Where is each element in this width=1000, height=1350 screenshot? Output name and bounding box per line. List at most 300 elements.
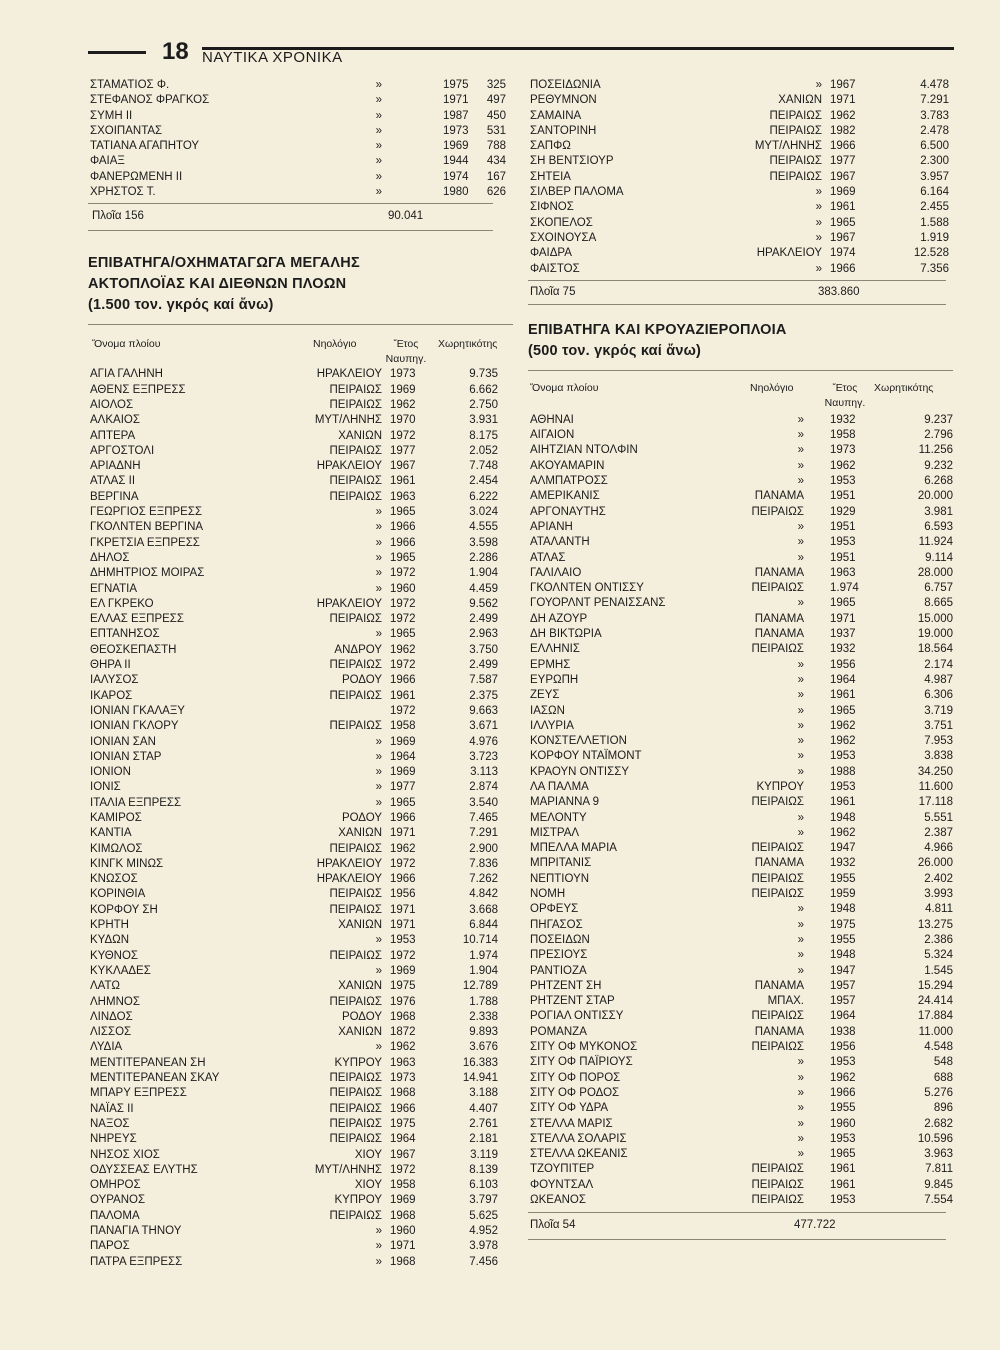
ship-name: ΠΗΓΑΣΟΣ	[530, 918, 583, 931]
ship-name: ΤΑΤΙΑΝΑ ΑΓΑΠΗΤΟΥ	[90, 140, 200, 153]
ship-year: 1965	[390, 506, 416, 519]
ship-capacity: 3.978	[469, 1240, 498, 1253]
ship-name: ΓΑΛΙΛΑΙΟ	[530, 566, 582, 579]
table-row	[88, 1117, 513, 1132]
table-row	[88, 1040, 513, 1055]
ship-registry: ΠΕΙΡΑΙΩΣ	[751, 1010, 804, 1023]
ship-name: ΣΑΠΦΩ	[530, 140, 571, 153]
ship-registry: »	[815, 201, 822, 214]
ship-year: 1969	[390, 735, 416, 748]
ship-registry: »	[797, 964, 804, 977]
ship-registry: ΠΑΝΑΜΑ	[754, 612, 804, 625]
ship-year: 1957	[830, 979, 856, 992]
table-row	[88, 735, 513, 750]
ship-registry: ΠΕΙΡΑΙΩΣ	[769, 155, 822, 168]
ship-name: ΦΑΝΕΡΩΜΕΝΗ ΙΙ	[90, 170, 183, 183]
table-row	[528, 93, 953, 108]
ship-registry: ΠΕΙΡΑΙΩΣ	[329, 659, 382, 672]
ship-year: 1971	[830, 94, 856, 107]
ship-capacity: 8.665	[924, 597, 953, 610]
ship-registry: ΜΥΤ/ΛΗΝΗΣ	[754, 140, 822, 153]
ship-name: ΒΕΡΓΙΝΑ	[90, 490, 139, 503]
ship-capacity: 3.751	[924, 719, 953, 732]
ship-name: ΠΑΝΑΓΙΑ ΤΗΝΟΥ	[90, 1225, 182, 1237]
ship-registry: ΧΑΝΙΩΝ	[338, 827, 382, 840]
ship-registry: »	[375, 1255, 382, 1268]
ship-year: 1966	[830, 262, 856, 275]
ship-year: 1969	[390, 964, 416, 977]
total-label: Πλοῖα 54	[530, 1219, 576, 1232]
ship-registry: »	[797, 1148, 804, 1161]
ship-registry: ΠΕΙΡΑΙΩΣ	[751, 872, 804, 885]
ship-registry: ΠΕΙΡΑΙΩΣ	[769, 124, 822, 137]
ship-name: ΣΤΕΛΛΑ ΣΟΛΑΡΙΣ	[530, 1132, 627, 1145]
table-row	[528, 109, 953, 124]
ship-year: 1977	[390, 781, 416, 794]
ship-capacity: 4.966	[924, 842, 953, 855]
table-row	[88, 872, 513, 887]
ship-registry: ΗΡΑΚΛΕΙΟΥ	[756, 247, 822, 260]
ship-registry: ΠΑΝΑΜΑ	[754, 979, 804, 992]
ship-name: ΔΗ ΒΙΚΤΩΡΙΑ	[530, 628, 602, 641]
ship-capacity: 3.119	[470, 1148, 498, 1161]
ship-name: ΑΙΗΤΖΙΑΝ ΝΤΟΛΦΙΝ	[530, 444, 638, 457]
ship-registry: »	[797, 459, 804, 472]
ship-capacity: 896	[933, 1102, 953, 1115]
ship-name: ΘΗΡΑ ΙΙ	[90, 659, 131, 672]
ship-registry: »	[797, 750, 804, 763]
ship-registry: ΠΕΙΡΑΙΩΣ	[329, 490, 382, 503]
table-row	[88, 398, 513, 413]
ship-name: ΝΕΠΤΙΟΥΝ	[530, 872, 590, 885]
table-row	[88, 979, 513, 994]
ship-capacity: 5.625	[469, 1209, 498, 1222]
table-row	[88, 1239, 513, 1254]
ship-registry: »	[375, 170, 382, 183]
ship-capacity: 3.188	[469, 1087, 498, 1100]
ship-year: 1932	[830, 643, 856, 656]
table-row	[528, 1086, 953, 1101]
table-row	[528, 505, 953, 520]
table-row	[88, 918, 513, 933]
table-row	[528, 673, 953, 688]
ship-capacity: 34.250	[917, 765, 953, 778]
table-row	[528, 566, 953, 581]
page-header	[88, 40, 954, 70]
ship-year: 1937	[830, 628, 856, 641]
ship-name: ΓΚΟΛΝΤΕΝ ΒΕΡΓΙΝΑ	[90, 521, 204, 534]
ship-capacity: 626	[486, 186, 506, 199]
table-row	[528, 964, 953, 979]
ship-year: 1962	[390, 842, 416, 855]
top-left-table	[88, 78, 513, 200]
ship-registry: »	[797, 735, 804, 748]
ship-year: 1966	[390, 1102, 416, 1115]
ship-capacity: 3.723	[469, 750, 498, 763]
table-row	[88, 903, 513, 918]
ship-name: ΠΑΤΡΑ ΕΞΠΡΕΣΣ	[90, 1255, 183, 1268]
section-a-column-headers	[88, 337, 513, 367]
ship-name: ΑΙΟΛΟΣ	[90, 398, 134, 411]
ship-year: 1951	[830, 490, 856, 503]
ship-registry: ΗΡΑΚΛΕΙΟΥ	[316, 873, 382, 886]
table-row	[528, 489, 953, 504]
table-row	[528, 139, 953, 154]
ship-capacity: 11.600	[918, 780, 953, 793]
ship-name: ΛΥΔΙΑ	[90, 1041, 123, 1054]
ship-capacity: 1.974	[469, 949, 498, 962]
section-b-title-line-1: ΕΠΙΒΑΤΗΓΑ ΚΑΙ ΚΡΟΥΑΖΙΕΡΟΠΛΟΙΑ	[528, 321, 787, 338]
section-a-table	[88, 367, 513, 1270]
divider	[528, 280, 946, 281]
ship-registry: ΠΕΙΡΑΙΩΣ	[751, 1178, 804, 1191]
ship-capacity: 3.671	[469, 720, 498, 733]
ship-year: 1959	[830, 888, 856, 901]
ship-name: ΣΗ ΒΕΝΤΣΙΟΥΡ	[530, 155, 614, 168]
divider	[88, 230, 493, 231]
ship-year: 1962	[390, 398, 416, 411]
table-row	[88, 842, 513, 857]
ship-name: ΑΤΛΑΣ	[530, 551, 566, 564]
table-row	[528, 1101, 953, 1116]
ship-year: 1962	[830, 826, 856, 839]
ship-name: ΑΓΙΑ ΓΑΛΗΝΗ	[90, 368, 163, 381]
ship-year: 1956	[830, 658, 856, 671]
ship-year: 1948	[830, 811, 856, 824]
ship-capacity: 28.000	[917, 566, 953, 579]
ship-registry: ΠΕΙΡΑΙΩΣ	[329, 949, 382, 962]
ship-year: 1872	[390, 1026, 416, 1039]
ship-capacity: 2.455	[920, 201, 949, 214]
ship-registry: »	[375, 109, 382, 122]
ship-capacity: 11.924	[918, 536, 953, 549]
ship-capacity: 450	[486, 109, 506, 122]
ship-name: ΙΛΛΥΡΙΑ	[530, 719, 574, 732]
ship-registry: ΠΑΝΑΜΑ	[754, 628, 804, 641]
ship-year: 1971	[390, 919, 416, 932]
ship-name: ΚΥΘΝΟΣ	[90, 949, 138, 962]
table-row	[88, 1010, 513, 1025]
ship-registry: »	[375, 521, 382, 534]
ship-registry: »	[375, 551, 382, 564]
ship-capacity: 19.000	[917, 628, 953, 641]
ship-year: 1968	[390, 1010, 416, 1023]
ship-name: ΛΑ ΠΑΛΜΑ	[530, 780, 589, 793]
ship-name: ΙΟΝΙΑΝ ΣΑΝ	[90, 735, 156, 748]
table-row	[88, 796, 513, 811]
ship-year: 1962	[830, 1071, 856, 1084]
ship-year: 1961	[830, 201, 856, 214]
ship-registry: ΠΕΙΡΑΙΩΣ	[329, 842, 382, 855]
ship-name: ΜΙΣΤΡΑΛ	[530, 826, 580, 839]
ship-name: ΕΛ ΓΚΡΕΚΟ	[90, 597, 154, 610]
ship-name: ΝΟΜΗ	[530, 888, 566, 901]
ship-capacity: 4.842	[469, 888, 498, 901]
ship-name: ΣΙΤΥ ΟΦ ΜΥΚΟΝΟΣ	[530, 1041, 638, 1054]
col-header-year-line-1: Ἔτος	[832, 381, 858, 394]
table-row	[528, 170, 953, 185]
table-row	[528, 216, 953, 231]
ship-registry: »	[797, 704, 804, 717]
table-row	[528, 535, 953, 550]
table-row	[528, 948, 953, 963]
ship-capacity: 2.338	[469, 1010, 498, 1023]
ship-name: ΔΗΛΟΣ	[90, 551, 130, 564]
ship-registry: ΚΥΠΡΟΥ	[334, 1194, 382, 1207]
table-row	[528, 994, 953, 1009]
table-row	[528, 979, 953, 994]
ship-name: ΕΛΛΗΝΙΣ	[530, 643, 580, 656]
ship-capacity: 4.952	[469, 1225, 498, 1237]
table-row	[88, 1224, 513, 1239]
ship-year: 1972	[390, 613, 416, 626]
ship-registry: ΠΕΙΡΑΙΩΣ	[329, 1117, 382, 1130]
table-row	[88, 78, 513, 93]
ship-capacity: 2.181	[469, 1133, 498, 1146]
ship-capacity: 3.931	[469, 414, 498, 427]
table-row	[88, 673, 513, 688]
ship-year: 1965	[830, 597, 856, 610]
ship-registry: ΧΑΝΙΩΝ	[338, 980, 382, 993]
table-row	[88, 1209, 513, 1224]
ship-registry: »	[375, 79, 382, 91]
ship-year: 1973	[830, 444, 856, 457]
ship-registry: »	[797, 1056, 804, 1069]
ship-capacity: 16.383	[462, 1056, 498, 1069]
ship-name: ΓΟΥΟΡΛΝΤ ΡΕΝΑΙΣΣΑΝΣ	[530, 597, 666, 610]
ship-name: ΑΡΙΑΝΗ	[530, 520, 573, 533]
ship-capacity: 3.113	[470, 766, 498, 779]
ship-year: 1962	[390, 643, 416, 656]
table-row	[528, 124, 953, 139]
table-row	[88, 1056, 513, 1071]
ship-capacity: 3.783	[920, 109, 949, 122]
ship-year: 1969	[390, 766, 416, 779]
table-row	[88, 1255, 513, 1270]
ship-registry: ΠΕΙΡΑΙΩΣ	[751, 796, 804, 809]
ship-name: ΑΤΛΑΣ ΙΙ	[90, 475, 136, 488]
ship-name: ΡΕΘΥΜΝΟΝ	[530, 94, 597, 107]
ship-year: 1971	[390, 827, 416, 840]
table-row	[88, 704, 513, 719]
ship-name: ΡΟΜΑΝΖΑ	[530, 1025, 587, 1038]
ship-year: 1966	[390, 674, 416, 687]
top-right-total	[528, 283, 953, 301]
ship-registry: »	[797, 597, 804, 610]
table-row	[528, 231, 953, 246]
ship-capacity: 9.232	[924, 459, 953, 472]
ship-registry: »	[797, 1102, 804, 1115]
ship-capacity: 2.454	[469, 475, 498, 488]
ship-registry: ΠΑΝΑΜΑ	[754, 1025, 804, 1038]
ship-year: 1944	[443, 155, 469, 168]
ship-year: 1972	[390, 1163, 416, 1176]
ship-name: ΚΙΝΓΚ ΜΙΝΩΣ	[90, 857, 164, 870]
ship-name: ΣΑΜΑΙΝΑ	[530, 109, 582, 122]
ship-name: ΚΟΡΦΟΥ ΝΤΑΪΜΟΝΤ	[530, 750, 642, 763]
table-row	[88, 413, 513, 428]
ship-year: 1974	[830, 247, 856, 260]
ship-year: 1962	[830, 109, 856, 122]
ship-name: ΑΤΑΛΑΝΤΗ	[530, 536, 590, 549]
ship-name: ΚΥΚΛΑΔΕΣ	[90, 964, 151, 977]
ship-year: 1962	[830, 719, 856, 732]
table-row	[528, 688, 953, 703]
table-row	[88, 154, 513, 169]
ship-capacity: 4.811	[925, 903, 953, 916]
ship-capacity: 10.596	[917, 1132, 953, 1145]
ship-registry: »	[797, 658, 804, 671]
table-row	[528, 1025, 953, 1040]
ship-registry: »	[815, 186, 822, 199]
ship-year: 1972	[390, 949, 416, 962]
ship-capacity: 7.456	[469, 1255, 498, 1268]
ship-name: ΜΕΛΟΝΤΥ	[530, 811, 587, 824]
ship-capacity: 3.750	[469, 643, 498, 656]
ship-registry: »	[797, 551, 804, 564]
ship-registry: »	[375, 582, 382, 595]
ship-year: 1965	[390, 628, 416, 641]
table-row	[88, 1132, 513, 1147]
table-row	[88, 93, 513, 108]
ship-registry: ΗΡΑΚΛΕΙΟΥ	[316, 460, 382, 473]
ship-registry: ΠΕΙΡΑΙΩΣ	[329, 613, 382, 626]
ship-registry: ΠΕΙΡΑΙΩΣ	[329, 903, 382, 916]
divider	[528, 1239, 946, 1240]
section-b-table	[528, 413, 953, 1208]
ship-capacity: 6.662	[469, 383, 498, 396]
ship-name: ΑΛΚΑΙΟΣ	[90, 414, 140, 427]
table-row	[88, 719, 513, 734]
ship-registry: ΠΕΙΡΑΙΩΣ	[329, 888, 382, 901]
table-row	[88, 367, 513, 382]
ship-registry: »	[375, 628, 382, 641]
ship-registry: ΚΥΠΡΟΥ	[756, 780, 804, 793]
table-row	[88, 505, 513, 520]
table-row	[88, 811, 513, 826]
ship-capacity: 2.375	[469, 689, 498, 702]
ship-capacity: 2.402	[924, 872, 953, 885]
table-row	[528, 826, 953, 841]
ship-year: 1977	[390, 444, 416, 457]
table-row	[528, 1193, 953, 1208]
ship-year: 1976	[390, 995, 416, 1008]
ship-capacity: 5.276	[924, 1086, 953, 1099]
col-header-year-line-2: Ναυπηγ.	[385, 353, 427, 366]
ship-registry: »	[797, 719, 804, 732]
divider	[528, 370, 953, 371]
table-row	[528, 154, 953, 169]
ship-name: ΙΟΝΙΣ	[90, 781, 121, 794]
table-row	[528, 581, 953, 596]
ship-year: 1973	[390, 1072, 416, 1085]
ship-capacity: 15.000	[917, 612, 953, 625]
ship-name: ΣΙΛΒΕΡ ΠΑΛΟΜΑ	[530, 186, 624, 199]
ship-name: ΝΗΡΕΥΣ	[90, 1133, 137, 1146]
ship-name: ΝΗΣΟΣ ΧΙΟΣ	[90, 1148, 160, 1161]
ship-registry: »	[375, 536, 382, 549]
table-row	[88, 536, 513, 551]
ship-year: 1964	[390, 1133, 416, 1146]
divider	[88, 324, 513, 325]
ship-capacity: 6.593	[924, 520, 953, 533]
ship-year: 1953	[830, 750, 856, 763]
ship-year: 1958	[830, 429, 856, 442]
ship-year: 1932	[830, 413, 856, 426]
ship-capacity: 6.164	[920, 186, 949, 199]
ship-capacity: 788	[486, 140, 506, 153]
ship-capacity: 11.256	[918, 444, 953, 457]
table-row	[528, 1132, 953, 1147]
section-a-heading	[88, 253, 513, 316]
ship-registry: ΠΕΙΡΑΙΩΣ	[329, 1102, 382, 1115]
table-row	[528, 459, 953, 474]
ship-name: ΑΘΕΝΣ ΕΞΠΡΕΣΣ	[90, 383, 186, 396]
ship-capacity: 6.268	[924, 475, 953, 488]
ship-registry: »	[375, 934, 382, 947]
ship-name: ΚΟΡΦΟΥ ΣΗ	[90, 903, 158, 916]
ship-capacity: 11.000	[918, 1025, 953, 1038]
ship-capacity: 6.103	[469, 1179, 498, 1192]
table-row	[88, 933, 513, 948]
ship-year: 1960	[390, 1225, 416, 1237]
table-row	[88, 689, 513, 704]
ship-capacity: 4.407	[469, 1102, 498, 1115]
ship-registry: ΠΑΝΑΜΑ	[754, 857, 804, 870]
ship-year: 1969	[443, 140, 469, 153]
ship-capacity: 1.904	[469, 964, 498, 977]
table-row	[528, 872, 953, 887]
ship-capacity: 9.735	[469, 368, 498, 381]
table-row	[88, 139, 513, 154]
ship-year: 1982	[830, 124, 856, 137]
ship-registry: ΠΕΙΡΑΙΩΣ	[769, 109, 822, 122]
ship-registry: »	[815, 231, 822, 244]
ship-capacity: 6.844	[469, 919, 498, 932]
ship-capacity: 2.286	[469, 551, 498, 564]
table-row	[88, 1086, 513, 1101]
ship-capacity: 434	[486, 155, 506, 168]
ship-year: 1974	[443, 170, 469, 183]
table-row	[528, 1162, 953, 1177]
ship-capacity: 8.175	[469, 429, 498, 442]
table-row	[88, 109, 513, 124]
ship-year: 1975	[830, 918, 856, 931]
ship-capacity: 12.789	[462, 980, 498, 993]
ship-capacity: 7.953	[924, 735, 953, 748]
ship-year: 1961	[390, 689, 416, 702]
ship-year: 1951	[830, 520, 856, 533]
ship-registry: ΗΡΑΚΛΕΙΟΥ	[316, 857, 382, 870]
ship-year: 1968	[390, 1255, 416, 1268]
ship-registry: ΠΕΙΡΑΙΩΣ	[329, 720, 382, 733]
section-b-column-headers	[528, 381, 953, 413]
col-header-name: Ὄνομα πλοίου	[92, 338, 161, 351]
divider	[88, 203, 493, 204]
ship-name: ΑΘΗΝΑΙ	[530, 413, 574, 426]
ship-capacity: 325	[486, 79, 506, 91]
ship-capacity: 3.024	[469, 506, 498, 519]
ship-capacity: 3.598	[469, 536, 498, 549]
ship-year: 1955	[830, 872, 856, 885]
ship-registry: ΜΥΤ/ΛΗΝΗΣ	[314, 1163, 382, 1176]
top-right-table	[528, 78, 953, 277]
total-value: 477.722	[794, 1219, 836, 1232]
total-label: Πλοῖα 75	[530, 285, 576, 298]
ship-year: 1958	[390, 720, 416, 733]
ship-year: 1958	[390, 1179, 416, 1192]
ship-capacity: 1.545	[924, 964, 953, 977]
